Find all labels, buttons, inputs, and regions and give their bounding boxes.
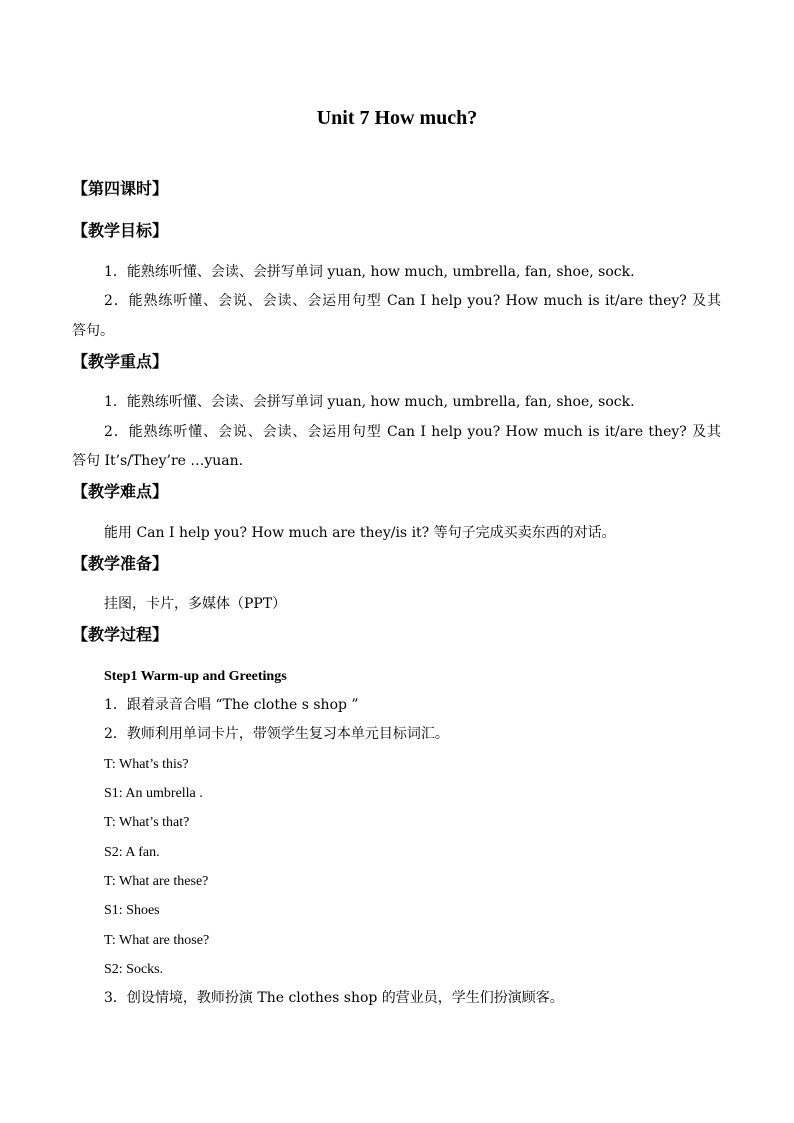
objectives-item-2-line-2: 答句。: [72, 323, 114, 339]
dialogue-line: T: What’s this?: [104, 757, 189, 772]
lesson-period-heading: 【第四课时】: [72, 179, 169, 198]
dialogue-line: T: What are these?: [104, 874, 209, 889]
preparation-text: 挂图，卡片，多媒体（PPT）: [104, 596, 287, 612]
key-points-item-2-line-2: 答句 It’s/They’re …yuan.: [72, 453, 244, 469]
preparation-heading: 【教学准备】: [72, 554, 169, 573]
dialogue-line: S2: A fan.: [104, 845, 160, 860]
dialogue-line: T: What are those?: [104, 933, 210, 948]
process-line: 2．教师利用单词卡片，带领学生复习本单元目标词汇。: [104, 726, 449, 742]
key-points-item-1: 1．能熟练听懂、会读、会拼写单词 yuan, how much, umbrella, fan, shoe, sock.: [104, 394, 635, 410]
dialogue-line: T: What’s that?: [104, 815, 190, 830]
process-line: 3．创设情境，教师扮演 The clothes shop 的营业员，学生们扮演顾客。: [104, 990, 564, 1006]
key-points-item-2-line-1: 2．能熟练听懂、会说、会读、会运用句型 Can I help you? How much is it/are they? 及其: [104, 424, 721, 440]
document-title: Unit 7 How much?: [316, 107, 478, 129]
difficulties-heading: 【教学难点】: [72, 482, 169, 501]
dialogue-line: S1: An umbrella .: [104, 786, 203, 801]
dialogue-line: S2: Socks.: [104, 962, 164, 977]
process-line: 1．跟着录音合唱 “The clothe s shop ”: [104, 697, 359, 713]
objectives-item-1: 1．能熟练听懂、会读、会拼写单词 yuan, how much, umbrella, fan, shoe, sock.: [104, 264, 635, 280]
objectives-item-2-line-1: 2．能熟练听懂、会说、会读、会运用句型 Can I help you? How much is it/are they? 及其: [104, 293, 721, 309]
difficulties-text: 能用 Can I help you? How much are they/is it? 等句子完成买卖东西的对话。: [104, 525, 616, 541]
step1-title: Step1 Warm-up and Greetings: [104, 669, 287, 684]
objectives-heading: 【教学目标】: [72, 221, 169, 240]
dialogue-line: S1: Shoes: [104, 903, 160, 918]
key-points-heading: 【教学重点】: [72, 352, 169, 371]
process-heading: 【教学过程】: [72, 625, 169, 644]
